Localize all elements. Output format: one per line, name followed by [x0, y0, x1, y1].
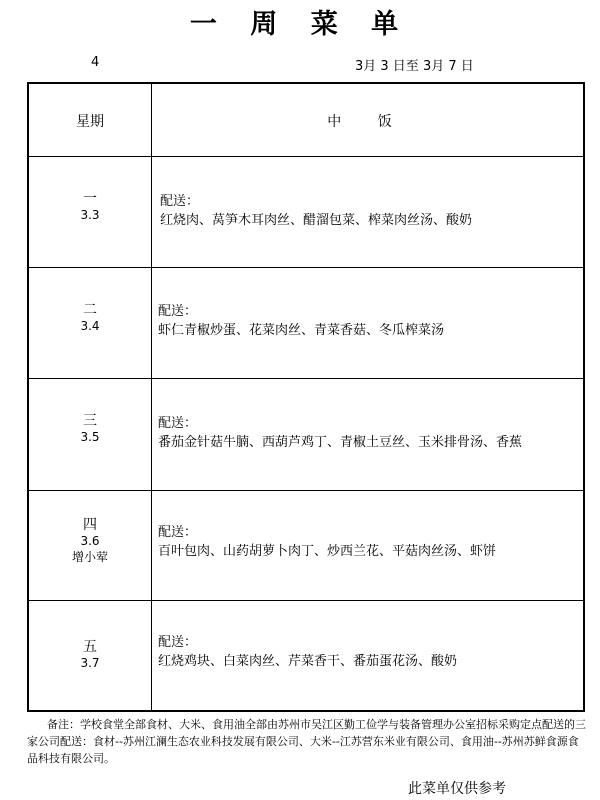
table-row: [29, 379, 583, 491]
footnote: 备注：学校食堂全部食材、大米、食用油全部由苏州市吴江区勤工俭学与装备管理办公室招标采购定点配送的三家公司配送：食材--苏州江澜生态农业科技发展有限公司、大米--江苏营东米业有限公司、食用油--苏州苏鲜食源食品科技有限公司。: [27, 718, 586, 765]
day-cell: [29, 191, 151, 223]
page-title: 一 周 菜 单: [189, 9, 411, 40]
delivery-label: 配送：: [160, 194, 200, 209]
dish-list: 虾仁青椒炒蛋、花菜肉丝、青菜香菇、冬瓜榨菜汤: [158, 323, 445, 338]
table-row: [29, 491, 583, 601]
day-cell: [29, 639, 151, 671]
day-date: 3.4: [80, 319, 100, 333]
dish-list: 红烧鸡块、白菜肉丝、芹菜香干、番茄蛋花汤、酸奶: [158, 654, 458, 669]
day-name: 二: [83, 302, 97, 318]
day-date: 3.6: [80, 534, 100, 548]
day-date: 3.3: [80, 208, 100, 222]
meal-cell: [158, 523, 496, 561]
day-name: 五: [83, 639, 97, 655]
meal-cell: [158, 414, 522, 452]
day-date: 3.5: [80, 430, 100, 444]
delivery-label: 配送：: [158, 635, 198, 650]
day-name: 三: [83, 413, 97, 429]
day-name: 四: [83, 517, 97, 533]
header-lunch: 中 饭: [327, 114, 408, 130]
meal-cell: [160, 192, 472, 230]
header-row: [29, 84, 583, 157]
meal-cell: [158, 302, 444, 340]
day-date: 3.7: [80, 656, 100, 670]
menu-table: [27, 82, 585, 712]
dish-list: 红烧肉、莴笋木耳肉丝、醋溜包菜、榨菜肉丝汤、酸奶: [160, 213, 473, 228]
delivery-label: 配送：: [158, 416, 198, 431]
day-cell: [29, 517, 151, 565]
day-extra: 增小荤: [71, 550, 108, 564]
delivery-label: 配送：: [158, 304, 198, 319]
table-row: [29, 157, 583, 268]
day-cell: [29, 413, 151, 445]
dish-list: 番茄金针菇牛腩、西葫芦鸡丁、青椒土豆丝、玉米排骨汤、香蕉: [158, 435, 523, 450]
day-cell: [29, 302, 151, 334]
dish-list: 百叶包肉、山药胡萝卜肉丁、炒西兰花、平菇肉丝汤、虾饼: [158, 544, 497, 559]
header-day: 星期: [76, 114, 104, 130]
delivery-label: 配送：: [158, 525, 198, 540]
meal-cell: [158, 633, 457, 671]
table-row: [29, 601, 583, 710]
date-range: 3月 3 日至 3月 7 日: [355, 59, 474, 74]
disclaimer: 此菜单仅供参考: [408, 781, 506, 797]
table-row: [29, 268, 583, 379]
day-name: 一: [83, 191, 97, 207]
week-number: 4: [91, 55, 100, 70]
